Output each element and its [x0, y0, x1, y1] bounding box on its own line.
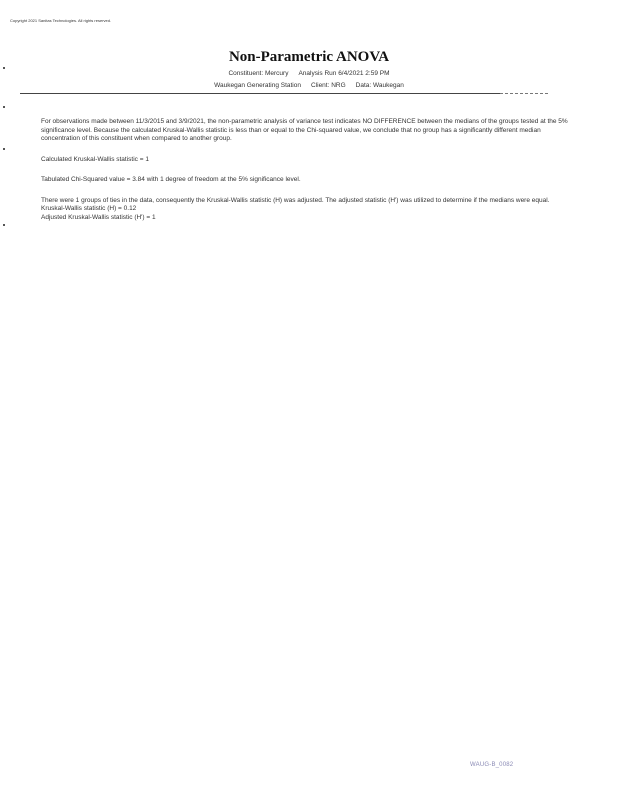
- report-body: [41, 118, 571, 222]
- margin-tick: [3, 106, 5, 108]
- client-label: Client: NRG: [310, 82, 346, 89]
- margin-tick: [3, 67, 5, 69]
- calculated-kw-statistic: Calculated Kruskal-Wallis statistic = 1: [41, 155, 149, 163]
- margin-tick: [3, 224, 5, 226]
- station-label: Waukegan Generating Station: [214, 82, 301, 89]
- conclusion-paragraph: For observations made between 11/3/2015 and 3/9/2021, the non-parametric analysis of variance test indicates NO DIFFERENCE between the medians of the groups tested at the 5% significance level. Because the calculated Kruskal-Wallis statistic is less than or equal to the Chi-squared value, we conclude that no group has a significantly different median concentration of this constituent when compared to another group.: [41, 118, 568, 142]
- data-label: Data: Waukegan: [355, 82, 404, 89]
- ties-note: There were 1 groups of ties in the data, consequently the Kruskal-Wallis statistic (H) was adjusted. The adjusted statistic (H') was utilized to determine if the medians were equal.: [41, 196, 550, 204]
- analysis-run-label: Analysis Run 6/4/2021 2:59 PM: [298, 70, 390, 77]
- report-meta-line-2: [0, 82, 618, 89]
- copyright-notice: Copyright 2021 Sanitas Technologies. All rights reserved.: [10, 18, 112, 23]
- document-stamp: WAUG-B_0082: [470, 762, 514, 768]
- tabulated-chi-squared: Tabulated Chi-Squared value = 3.84 with 1 degree of freedom at the 5% significance level.: [41, 176, 301, 183]
- report-meta-line-1: [0, 70, 618, 77]
- adjusted-kw-statistic: Adjusted Kruskal-Wallis statistic (H') = 1: [41, 213, 156, 221]
- header-divider: [20, 93, 500, 94]
- kw-statistic: Kruskal-Wallis statistic (H) = 0.12: [41, 205, 137, 212]
- constituent-label: Constituent: Mercury: [228, 70, 289, 77]
- page-title: Non-Parametric ANOVA: [228, 49, 390, 65]
- header-divider-dashed: [500, 93, 548, 94]
- margin-tick: [3, 148, 5, 150]
